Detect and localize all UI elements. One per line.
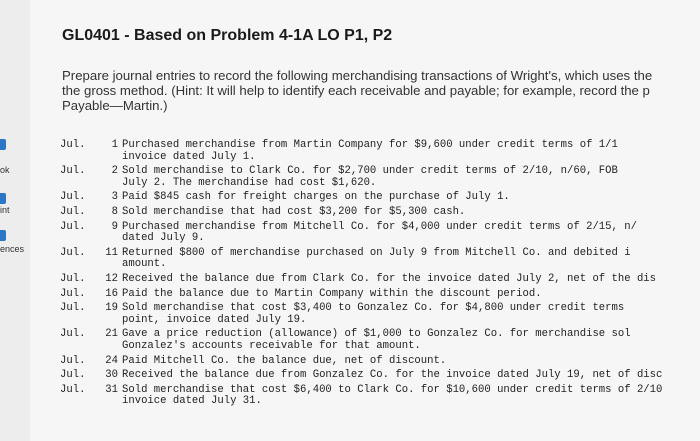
instructions xyxy=(62,68,700,113)
entry-day: 3 xyxy=(111,191,118,204)
entry-text-continued: point, invoice dated July 19. xyxy=(122,313,307,326)
entry-text: Received the balance due from Clark Co. for the invoice dated July 2, net of the dis xyxy=(122,272,657,285)
entry-day: 19 xyxy=(105,302,118,315)
entry-text-continued: invoice dated July 1. xyxy=(122,150,256,163)
entry-text-continued: dated July 9. xyxy=(122,232,205,245)
entry-text: Received the balance due from Gonzalez Co. for the invoice dated July 19, net of disc xyxy=(122,369,663,382)
entry-day: 12 xyxy=(105,272,118,285)
entry-month: Jul. xyxy=(60,139,86,151)
entry-text: Paid $845 cash for freight charges on the purchase of July 1. xyxy=(122,191,510,204)
transaction-entry xyxy=(60,192,662,204)
entry-text-continued: amount. xyxy=(122,258,167,271)
entry-text: Returned $800 of merchandise purchased on July 9 from Mitchell Co. and debited i xyxy=(122,246,631,259)
entry-text-continued: Gonzalez's accounts receivable for that amount. xyxy=(122,339,421,352)
entry-month: Jul. xyxy=(60,354,86,367)
sidebar-badge xyxy=(0,193,6,204)
entry-day: 1 xyxy=(111,139,118,151)
entry-text-continued: invoice dated July 31. xyxy=(122,395,262,408)
entry-month: Jul. xyxy=(60,165,86,178)
entry-text: Sold merchandise that had cost $3,200 for $5,300 cash. xyxy=(122,205,466,218)
transaction-entry xyxy=(60,248,662,271)
sidebar-badge xyxy=(0,139,6,150)
entry-text: Paid the balance due to Martin Company within the discount period. xyxy=(122,287,542,300)
entry-day: 9 xyxy=(111,220,118,233)
entry-text: Sold merchandise that cost $6,400 to Clark Co. for $10,600 under credit terms of 2/10 xyxy=(122,383,663,396)
transaction-entry xyxy=(60,166,662,189)
entry-text: Purchased merchandise from Mitchell Co. for $4,000 under credit terms of 2/15, n/ xyxy=(122,220,637,233)
transaction-entry xyxy=(60,385,662,408)
transaction-entry xyxy=(60,289,662,301)
transaction-entry xyxy=(60,207,662,219)
entry-day: 21 xyxy=(105,328,118,341)
transaction-list xyxy=(60,140,662,411)
sidebar-badge xyxy=(0,230,6,241)
entry-day: 11 xyxy=(105,246,118,259)
transaction-entry xyxy=(60,329,662,352)
entry-day: 8 xyxy=(111,205,118,218)
transaction-entry xyxy=(60,370,662,382)
entry-month: Jul. xyxy=(60,205,86,218)
entry-month: Jul. xyxy=(60,369,86,382)
entry-day: 30 xyxy=(105,369,118,382)
entry-day: 16 xyxy=(105,287,118,300)
entry-month: Jul. xyxy=(60,191,86,204)
entry-text: Paid Mitchell Co. the balance due, net of discount. xyxy=(122,354,447,367)
entry-day: 24 xyxy=(105,354,118,367)
entry-month: Jul. xyxy=(60,328,86,341)
entry-text-continued: July 2. The merchandise had cost $1,620. xyxy=(122,176,377,189)
instructions-line: the gross method. (Hint: It will help to identify each receivable and payable; for example, record the p xyxy=(62,83,650,98)
entry-month: Jul. xyxy=(60,383,86,396)
entry-month: Jul. xyxy=(60,287,86,300)
entry-text: Gave a price reduction (allowance) of $1,000 to Gonzalez Co. for merchandise sol xyxy=(122,328,631,341)
sidebar-item-int[interactable]: int xyxy=(0,205,10,215)
entry-month: Jul. xyxy=(60,246,86,259)
sidebar-item-ences[interactable]: ences xyxy=(0,244,25,254)
entry-day: 31 xyxy=(105,383,118,396)
entry-day: 2 xyxy=(111,165,118,178)
transaction-entry xyxy=(60,356,662,368)
entry-month: Jul. xyxy=(60,220,86,233)
page-title: GL0401 - Based on Problem 4-1A LO P1, P2 xyxy=(62,27,393,44)
instructions-line: Payable—Martin.) xyxy=(62,98,168,113)
entry-month: Jul. xyxy=(60,302,86,315)
entry-text: Purchased merchandise from Martin Company for $9,600 under credit terms of 1/1 xyxy=(122,139,618,151)
instructions-line: Prepare journal entries to record the following merchandising transactions of Wright's, which uses the xyxy=(62,68,653,83)
transaction-entry xyxy=(60,303,662,326)
transaction-entry xyxy=(60,140,662,163)
entry-month: Jul. xyxy=(60,272,86,285)
transaction-entry xyxy=(60,222,662,245)
left-sidebar xyxy=(0,0,30,441)
sidebar-item-ok[interactable]: ok xyxy=(0,165,10,175)
entry-text: Sold merchandise that cost $3,400 to Gonzalez Co. for $4,800 under credit terms xyxy=(122,302,625,315)
transaction-entry xyxy=(60,274,662,286)
entry-text: Sold merchandise to Clark Co. for $2,700 under credit terms of 2/10, n/60, FOB xyxy=(122,165,618,178)
